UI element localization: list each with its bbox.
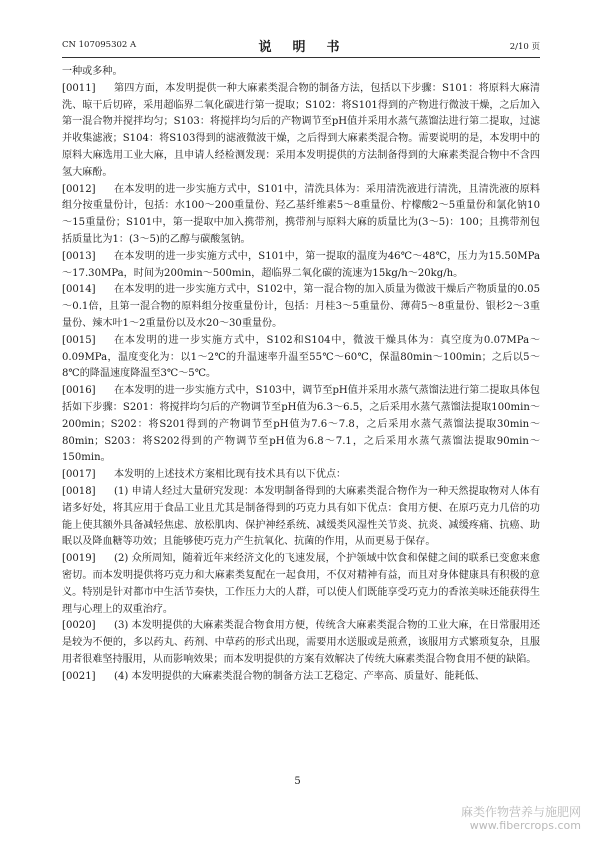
paragraph-text: 在本发明的进一步实施方式中，S103中，调节至pH值并采用水蒸气蒸馏法进行第二提取具体包括如下步骤：S201：将搅拌均匀后的产物调节至pH值为6.3～6.5，之后采用水蒸气蒸馏法提取100min～200min；S202：将S201得到的产物调节至pH值为7.6～7.8，之后采用水蒸气蒸馏法提取30min～80min；S203：将S202得到的产物调节至pH值为6.8～7.1，之后采用水蒸气蒸馏法提取90min～150min。 <box>62 385 540 464</box>
paragraph <box>62 383 540 467</box>
paragraph-number: [0011] <box>62 82 96 94</box>
paragraph <box>62 282 540 332</box>
paragraph-number: [0019] <box>62 553 96 565</box>
paragraph-text: (2) 众所周知，随着近年来经济文化的飞速发展，个护领域中饮食和保健之间的联系已变愈来愈密切。而本发明提供将巧克力和大麻素类复配在一起食用，不仅对精神有益，而且对身体健康具有积极的意义。特别是针对都市中生活节奏快，工作压力大的人群，可以使人们既能享受巧克力的香浓美味还能获得生理与心理上的双重治疗。 <box>62 553 540 615</box>
paragraph <box>62 81 540 182</box>
page-indicator: 2/10 页 <box>509 42 540 52</box>
paragraph <box>62 249 540 283</box>
patent-number: CN 107095302 A <box>62 40 137 50</box>
continuation-line: 一种或多种。 <box>62 66 123 77</box>
watermark-site-name: 麻类作物营养与施肥网 <box>460 805 581 819</box>
site-watermark <box>431 805 581 832</box>
paragraph-number: [0015] <box>62 334 96 346</box>
paragraph-number: [0012] <box>62 183 96 195</box>
document-body <box>62 64 540 685</box>
paragraph <box>62 182 540 249</box>
page-number: 5 <box>294 776 301 787</box>
paragraph-number: [0018] <box>62 485 96 497</box>
paragraph <box>62 484 540 551</box>
paragraph-text: 在本发明的进一步实施方式中，S101中，清洗具体为：采用清洗液进行清洗，且清洗液的原料组分按重量份计，包括：水100～200重量份、羟乙基纤维素5～8重量份、柠檬酸2～5重量份和氯化钠10～15重量份；S101中，第一提取中加入携带剂，携带剂与原料大麻的质量比为(3～5)：100；且携带剂包括质量比为1：(3～5)的乙醇与碳酸氢钠。 <box>62 183 540 245</box>
paragraph-number: [0020] <box>62 620 96 632</box>
paragraph-text: 第四方面，本发明提供一种大麻素类混合物的制备方法，包括以下步骤：S101：将原料大麻清洗、晾干后切碎，采用超临界二氧化碳进行第一提取；S102：将S101得到的产物进行微波干燥，之后加入第一混合物并搅拌均匀；S103：将搅拌均匀后的产物调节至pH值并采用水蒸气蒸馏法进行第二提取，过滤并收集滤液；S104：将S103得到的滤液微波干燥，之后得到大麻素类混合物。需要说明的是，本发明中的原料大麻选用工业大麻，且申请人经检测发现：采用本发明提供的方法制备得到的大麻素类混合物中不含四氢大麻酚。 <box>62 82 540 178</box>
paragraph <box>62 618 540 668</box>
paragraph-text: 本发明的上述技术方案相比现有技术具有以下优点： <box>114 469 347 481</box>
document-title: 说 明 书 <box>258 40 344 55</box>
watermark-url: www.fibercrops.com <box>469 819 581 832</box>
paragraph-number: [0016] <box>62 385 96 397</box>
paragraph <box>62 551 540 618</box>
paragraph-text: 在本发明的进一步实施方式中，S102中，第一混合物的加入质量为微波干燥后产物质量的0.05～0.1倍，且第一混合物的原料组分按重量份计，包括：月桂3～5重量份、薄荷5～8重量份、银杉2～3重量份、辣木叶1～2重量份以及水20～30重量份。 <box>62 284 540 329</box>
paragraph-text: 在本发明的进一步实施方式中，S101中，第一提取的温度为46℃～48℃，压力为15.50MPa～17.30MPa，时间为200min～500min，超临界二氧化碳的流速为15kg/h～20kg/h。 <box>62 250 540 279</box>
page-header <box>62 36 540 54</box>
paragraph-number: [0021] <box>62 670 96 682</box>
header-divider <box>62 57 540 58</box>
paragraph-text: (3) 本发明提供的大麻素类混合物食用方便，传统含大麻素类混合物的工业大麻，在日常服用还是较为不便的，多以药丸、药剂、中草药的形式出现，需要用水送服或是煎煮，该服用方式繁琐复杂，且服用者很难坚持服用，从而影响效果；而本发明提供的方案有效解决了传统大麻素类混合物食用不便的缺陷。 <box>62 620 540 665</box>
paragraph-number: [0014] <box>62 284 96 296</box>
paragraph <box>62 669 540 686</box>
paragraph-text: (1) 申请人经过大量研究发现：本发明制备得到的大麻素类混合物作为一种天然提取物对人体有诸多好处，将其应用于食品工业且尤其是制备得到的巧克力具有如下优点：食用方便、在原巧克力几倍的功能上使其额外具备减轻焦虑、放松肌肉、保护神经系统、减缓类风湿性关节炎、抗炎、减缓疼痛、抗癌、助眠以及降血糖等功效；且能够使巧克力产生抗氧化、抗菌的作用，从而更易于保存。 <box>62 485 540 548</box>
paragraph-number: [0017] <box>62 469 96 481</box>
paragraph <box>62 333 540 383</box>
paragraph-text: (4) 本发明提供的大麻素类混合物的制备方法工艺稳定、产率高、质量好、能耗低、 <box>114 670 485 682</box>
paragraph <box>62 467 540 484</box>
paragraph-number: [0013] <box>62 250 96 262</box>
paragraph-text: 在本发明的进一步实施方式中，S102和S104中，微波干燥具体为：真空度为0.07MPa～0.09MPa，温度变化为：以1～2℃的升温速率升温至55℃～60℃，保温80min～100min；之后以5～8℃的降温速度降温至3℃～5℃。 <box>62 334 540 380</box>
